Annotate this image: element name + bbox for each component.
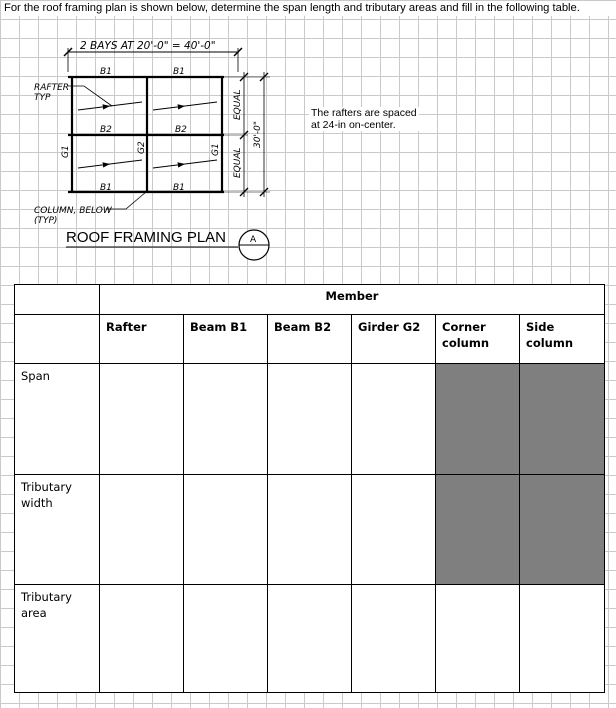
row-label-span: Span bbox=[15, 364, 100, 475]
column-header-side-column: Side column bbox=[520, 315, 605, 364]
shaded-cell bbox=[520, 364, 605, 475]
beam-b1-bottom-left-label: B1 bbox=[100, 183, 112, 193]
member-table bbox=[14, 284, 605, 693]
member-header: Member bbox=[100, 285, 605, 315]
shaded-cell bbox=[436, 364, 520, 475]
roof-framing-plan-drawing bbox=[0, 20, 616, 280]
input-cell[interactable] bbox=[268, 585, 352, 693]
column-header-girder-g2: Girder G2 bbox=[352, 315, 436, 364]
column-header-beam-b2: Beam B2 bbox=[268, 315, 352, 364]
note-line-2: at 24-in on-center. bbox=[311, 119, 396, 131]
corner-header-cell bbox=[15, 285, 100, 315]
question-text: For the roof framing plan is shown below, determine the span length and tributary areas and fill in the following table. bbox=[4, 1, 612, 16]
input-cell[interactable] bbox=[184, 585, 268, 693]
equal-top-label: EQUAL bbox=[233, 89, 243, 120]
blank-header-cell bbox=[15, 315, 100, 364]
column-header-corner-column: Corner column bbox=[436, 315, 520, 364]
input-cell[interactable] bbox=[436, 585, 520, 693]
input-cell[interactable] bbox=[100, 475, 184, 585]
input-cell[interactable] bbox=[184, 475, 268, 585]
rafter-label: RAFTER bbox=[34, 83, 70, 93]
beam-b2-right-label: B2 bbox=[175, 125, 187, 135]
input-cell[interactable] bbox=[352, 475, 436, 585]
section-marker-label: A bbox=[250, 235, 257, 245]
rafter-spacing-note bbox=[309, 107, 419, 131]
column-header-rafter: Rafter bbox=[100, 315, 184, 364]
input-cell[interactable] bbox=[268, 364, 352, 475]
row-label-tributary-width: Tributary width bbox=[15, 475, 100, 585]
rafter-typ-label: TYP bbox=[34, 93, 51, 103]
column-header-beam-b1: Beam B1 bbox=[184, 315, 268, 364]
equal-bottom-label: EQUAL bbox=[233, 147, 243, 178]
note-line-1: The rafters are spaced bbox=[311, 107, 417, 119]
bays-dimension-text: 2 BAYS AT 20'-0" = 40'-0" bbox=[80, 40, 216, 52]
beam-b1-top-right-label: B1 bbox=[173, 67, 185, 77]
beam-b2-left-label: B2 bbox=[100, 125, 112, 135]
girder-g2-label: G2 bbox=[137, 141, 147, 154]
input-cell[interactable] bbox=[352, 364, 436, 475]
input-cell[interactable] bbox=[100, 364, 184, 475]
girder-g1-left-label: G1 bbox=[61, 145, 71, 158]
beam-b1-top-left-label: B1 bbox=[100, 67, 112, 77]
input-cell[interactable] bbox=[268, 475, 352, 585]
overall-dimension-label: 30'-0" bbox=[253, 120, 263, 148]
input-cell[interactable] bbox=[100, 585, 184, 693]
column-label: COLUMN, BELOW bbox=[34, 206, 112, 216]
girder-g1-right-label: G1 bbox=[211, 143, 221, 156]
shaded-cell bbox=[520, 475, 605, 585]
row-label-tributary-area: Tributary area bbox=[15, 585, 100, 693]
shaded-cell bbox=[436, 475, 520, 585]
input-cell[interactable] bbox=[352, 585, 436, 693]
column-typ-label: (TYP) bbox=[34, 216, 58, 226]
plan-title: ROOF FRAMING PLAN bbox=[66, 229, 227, 246]
input-cell[interactable] bbox=[520, 585, 605, 693]
input-cell[interactable] bbox=[184, 364, 268, 475]
beam-b1-bottom-right-label: B1 bbox=[173, 183, 185, 193]
